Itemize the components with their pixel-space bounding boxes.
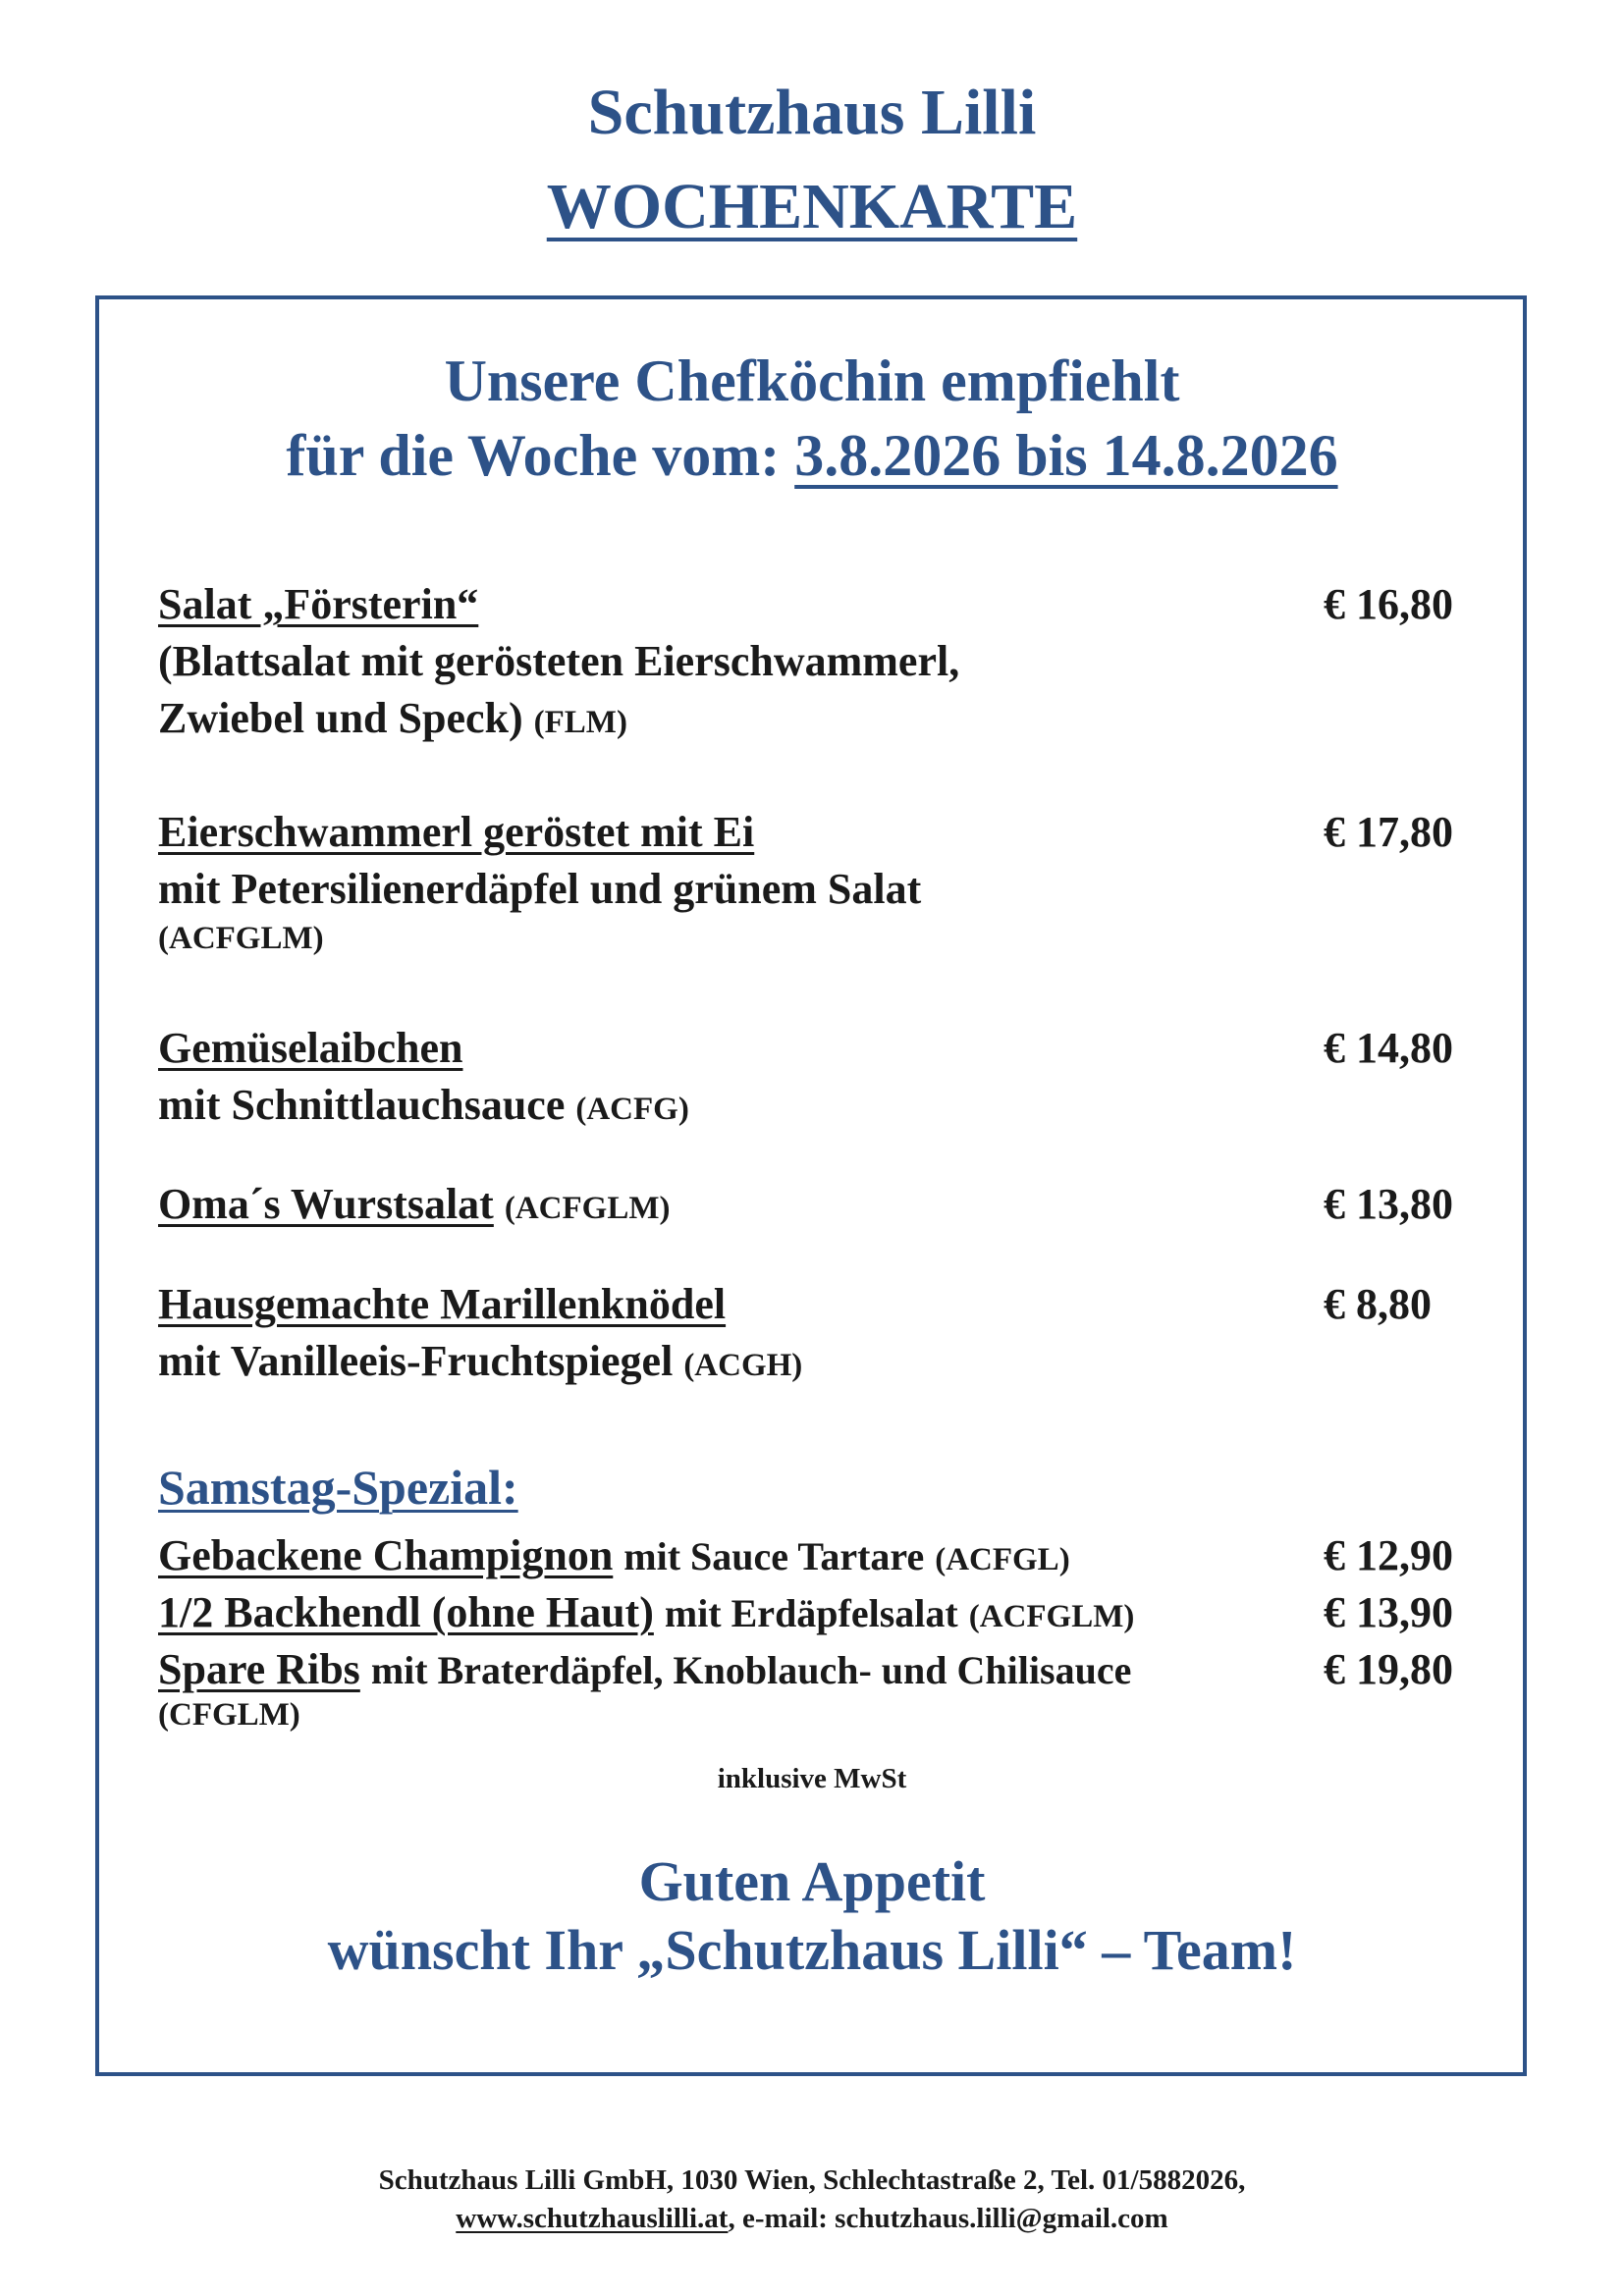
dish-3-allergens: (ACFG) bbox=[575, 1092, 689, 1127]
dish-2-price: € 17,80 bbox=[1324, 808, 1453, 856]
dish-3-name: Gemüselaibchen bbox=[158, 1024, 463, 1072]
intro-line-2 bbox=[0, 423, 1624, 488]
dish-4-allergens: (ACFGLM) bbox=[504, 1191, 671, 1226]
special-1-price: € 12,90 bbox=[1324, 1531, 1453, 1579]
special-3-desc: mit Braterdäpfel, Knoblauch- und Chilisauce bbox=[370, 1648, 1132, 1692]
dish-1-desc-1: (Blattsalat mit gerösteten Eierschwammerl, bbox=[158, 637, 960, 685]
special-2-desc: mit Erdäpfelsalat bbox=[664, 1591, 958, 1635]
website-link[interactable]: www.schutzhauslilli.at bbox=[456, 2203, 729, 2234]
footer-address: Schutzhaus Lilli GmbH, 1030 Wien, Schlechtastraße 2, Tel. 01/5882026, bbox=[378, 2164, 1246, 2196]
special-1-name: Gebackene Champignon bbox=[158, 1531, 614, 1579]
dish-2-name: Eierschwammerl geröstet mit Ei bbox=[158, 808, 755, 856]
dish-2-allergens: (ACFGLM) bbox=[158, 921, 324, 956]
dish-1-name: Salat „Försterin“ bbox=[158, 580, 479, 628]
vat-note: inklusive MwSt bbox=[717, 1763, 907, 1794]
dish-5-desc-1: mit Vanilleeis-Fruchtspiegel bbox=[158, 1337, 674, 1385]
dish-1-desc-line-2 bbox=[158, 694, 627, 742]
closing-line-1: Guten Appetit bbox=[638, 1849, 986, 1913]
dish-3-desc-line bbox=[158, 1081, 689, 1129]
special-2-allergens: (ACFGLM) bbox=[968, 1599, 1135, 1634]
dish-3-name-line bbox=[158, 1024, 463, 1072]
dish-2-name-line bbox=[158, 808, 755, 856]
closing-line-2: wünscht Ihr „Schutzhaus Lilli“ – Team! bbox=[327, 1918, 1297, 1982]
special-2-line bbox=[158, 1588, 1135, 1636]
dish-4-name-line bbox=[158, 1180, 671, 1228]
dish-3-price: € 14,80 bbox=[1324, 1024, 1453, 1072]
dish-2-desc-1: mit Petersilienerdäpfel und grünem Salat bbox=[158, 865, 922, 913]
dish-1-desc-2: Zwiebel und Speck) bbox=[158, 694, 523, 742]
dish-4-price: € 13,80 bbox=[1324, 1180, 1453, 1228]
special-1-allergens: (ACFGL) bbox=[935, 1542, 1070, 1577]
intro-line-1: Unsere Chefköchin empfiehlt bbox=[444, 348, 1180, 413]
dish-4-name: Oma´s Wurstsalat bbox=[158, 1180, 494, 1228]
dish-5-allergens: (ACGH) bbox=[683, 1348, 803, 1383]
special-2-name: 1/2 Backhendl (ohne Haut) bbox=[158, 1588, 654, 1636]
dish-1-allergens: (FLM) bbox=[533, 705, 627, 740]
dish-1-name-line bbox=[158, 580, 479, 628]
footer-contact bbox=[0, 2205, 1624, 2233]
dish-3-desc-1: mit Schnittlauchsauce bbox=[158, 1081, 566, 1129]
dish-5-desc-line bbox=[158, 1337, 803, 1385]
restaurant-name: Schutzhaus Lilli bbox=[587, 77, 1037, 148]
date-range: 3.8.2026 bis 14.8.2026 bbox=[794, 423, 1338, 488]
week-label: für die Woche vom: bbox=[286, 423, 781, 488]
menu-title bbox=[0, 171, 1624, 242]
dish-5-name: Hausgemachte Marillenknödel bbox=[158, 1280, 727, 1328]
special-1-desc: mit Sauce Tartare bbox=[623, 1534, 925, 1578]
dish-1-price: € 16,80 bbox=[1324, 580, 1453, 628]
special-3-name: Spare Ribs bbox=[158, 1645, 360, 1693]
dish-5-price: € 8,80 bbox=[1324, 1280, 1432, 1328]
special-3-allergens: (CFGLM) bbox=[158, 1697, 300, 1733]
special-3-price: € 19,80 bbox=[1324, 1645, 1453, 1693]
special-2-price: € 13,90 bbox=[1324, 1588, 1453, 1636]
special-3-line bbox=[158, 1645, 1132, 1693]
special-1-line bbox=[158, 1531, 1070, 1579]
dish-5-name-line bbox=[158, 1280, 727, 1328]
saturday-special-heading: Samstag-Spezial: bbox=[158, 1460, 518, 1515]
menu-title-text: WOCHENKARTE bbox=[546, 171, 1078, 242]
email-text: , e-mail: schutzhaus.lilli@gmail.com bbox=[728, 2203, 1168, 2234]
